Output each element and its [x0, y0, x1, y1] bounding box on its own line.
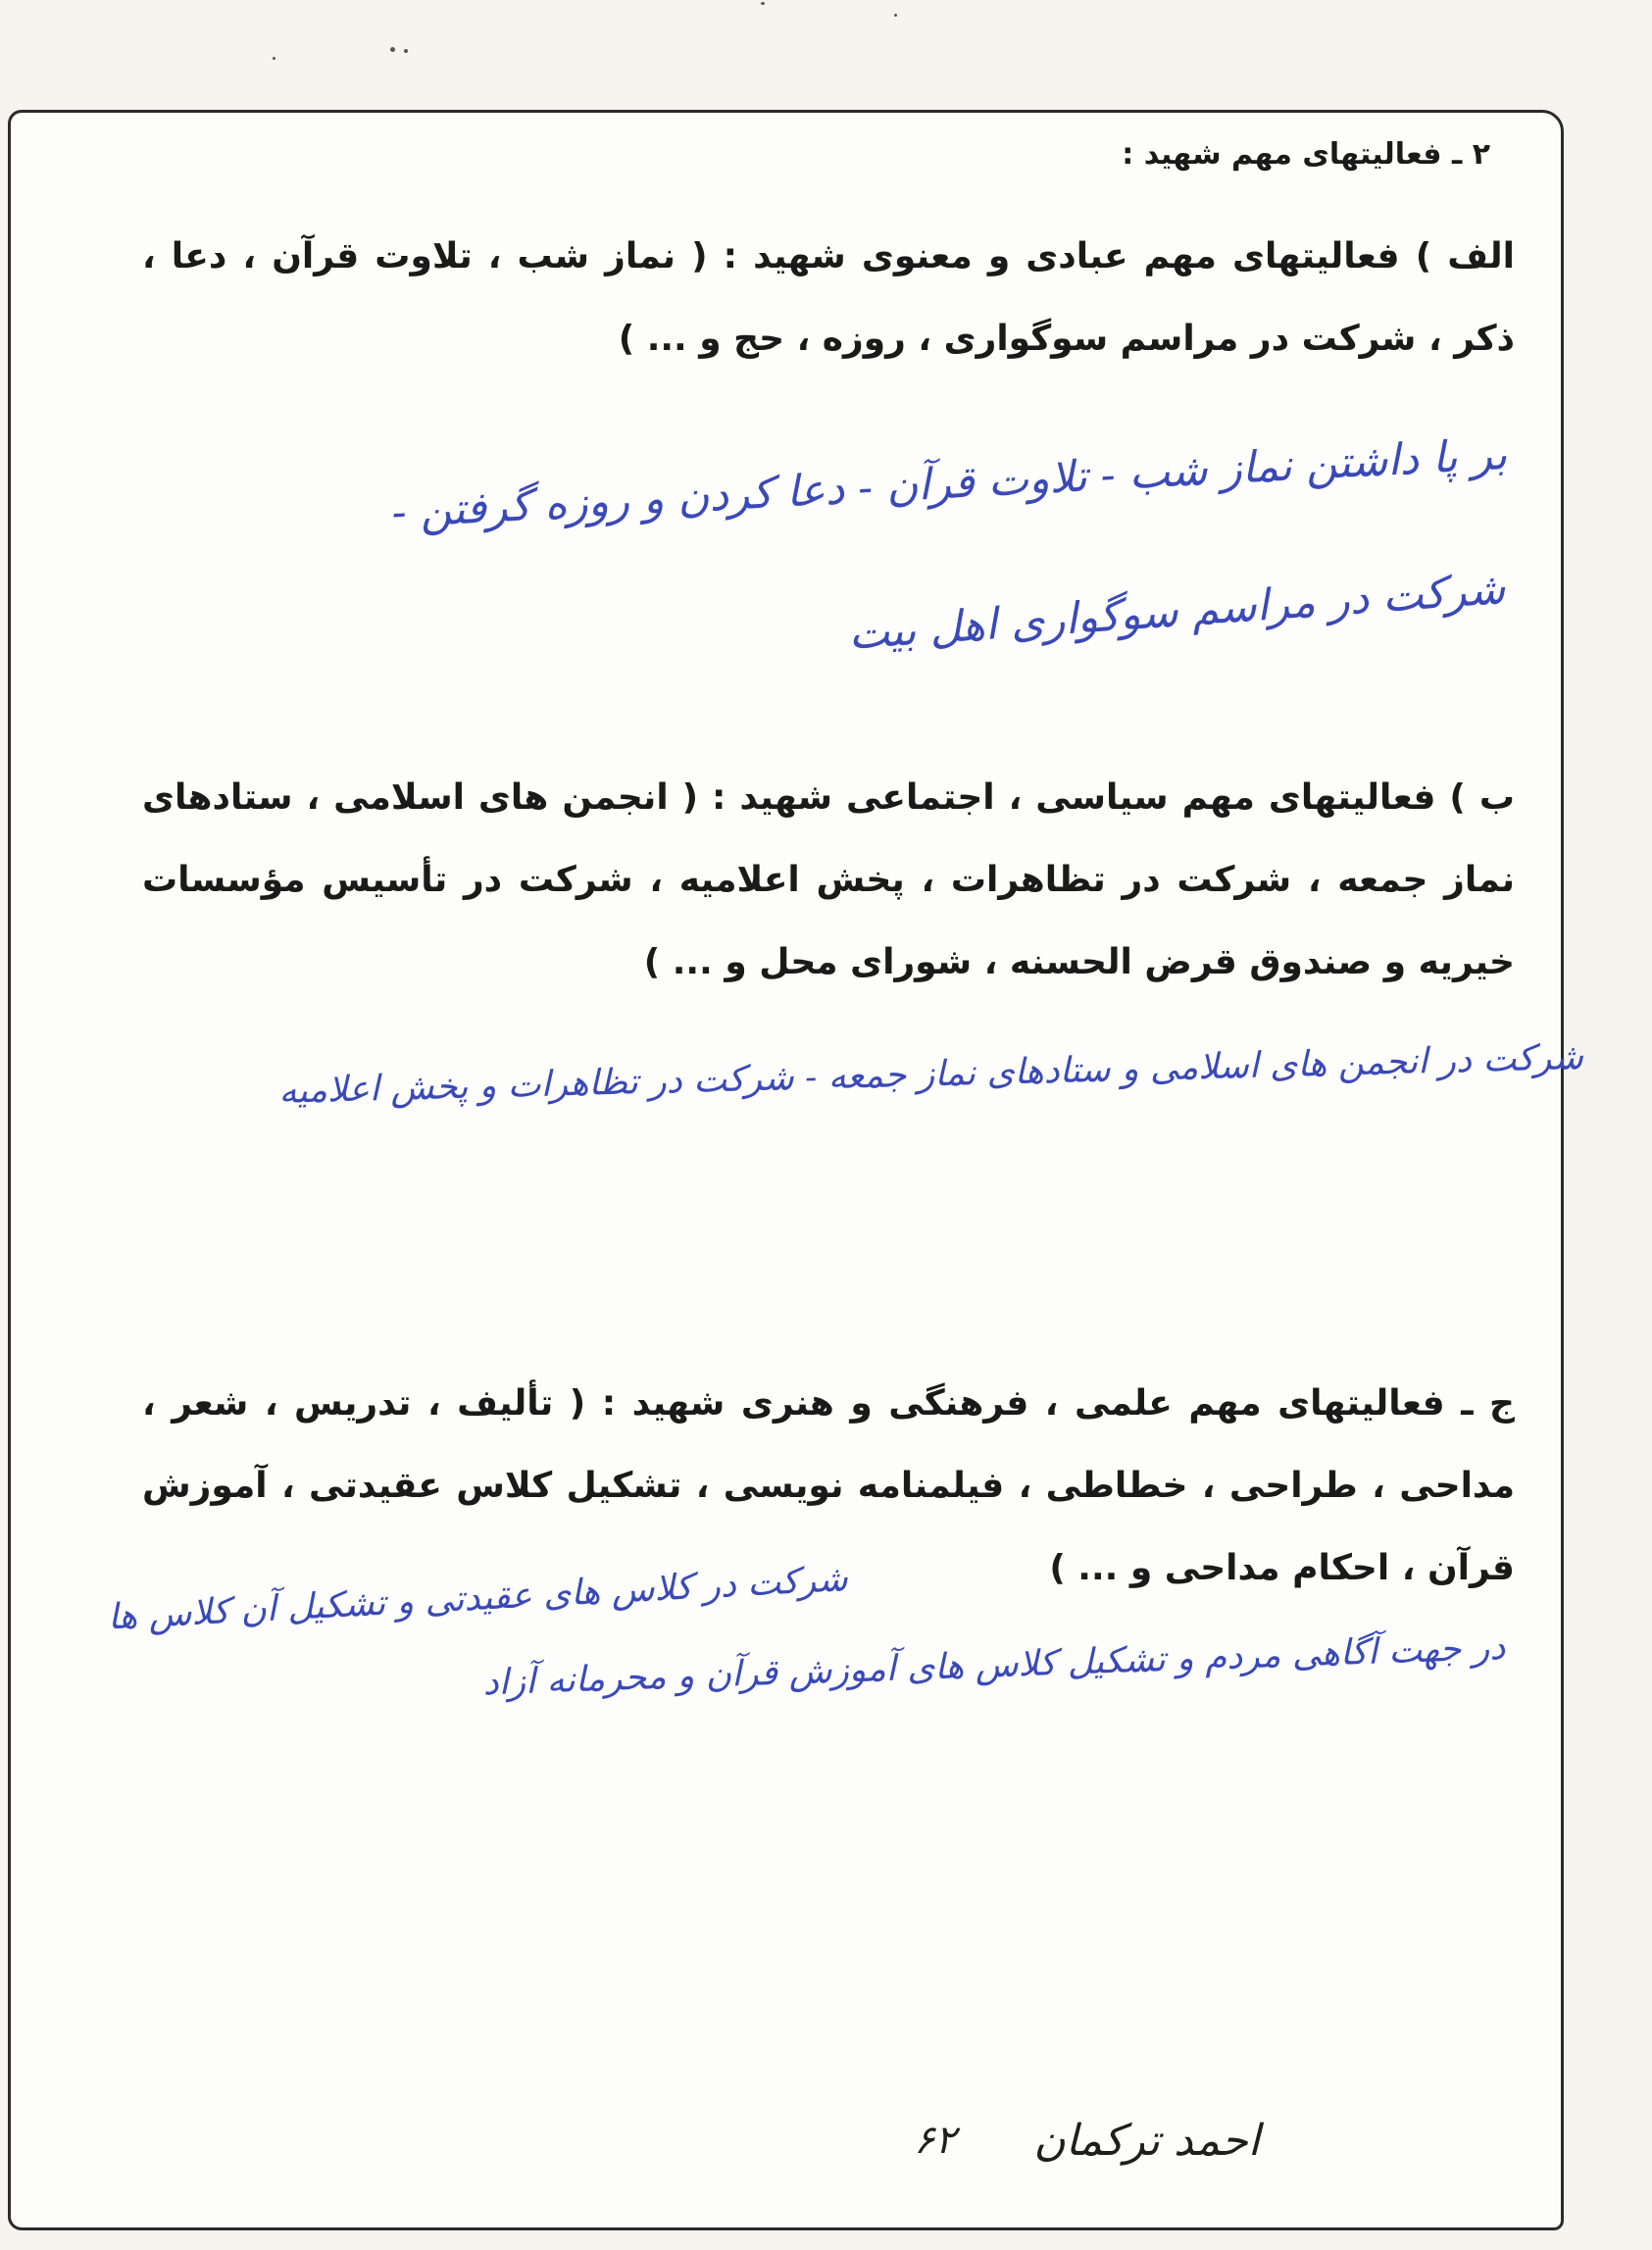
signature: احمد ترکمان	[1033, 2116, 1260, 2166]
section-b-handwritten-line-1: شرکت در انجمن های اسلامی و ستادهای نماز جمعه - شرکت در تظاهرات و پخش اعلامیه	[278, 1037, 1584, 1112]
page-number: ۶۲	[914, 2118, 956, 2163]
section-a-handwritten-line-2: شرکت در مراسم سوگواری اهل بیت	[846, 564, 1507, 660]
section-c-handwritten-line-2: در جهت آگاهی مردم و تشکیل کلاس های آموزش قرآن و محرمانه آزاد	[481, 1627, 1506, 1704]
section-b-printed: ب ) فعالیتهای مهم سیاسی ، اجتماعی شهید : ( انجمن های اسلامی ، ستادهای نماز جمعه ، شرکت در تظاهرات ، پخش اعلامیه ، شرکت در تأسیس مؤسسات خیریه و صندوق قرض الحسنه ، شورای محل و ... )	[142, 777, 1515, 982]
section-c-printed: ج ـ فعالیتهای مهم علمی ، فرهنگی و هنری شهید : ( تألیف ، تدریس ، شعر ، مداحی ، طراحی ، خطاطی ، فیلمنامه نویسی ، تشکیل کلاس عقیدتی ، آموزش قرآن ، احکام مداحی و ... )	[142, 1383, 1515, 1588]
section-heading: ۲ ـ فعالیتهای مهم شهید :	[1122, 137, 1490, 172]
section-c-handwritten-line-1: شرکت در کلاس های عقیدتی و تشکیل آن کلاس ها	[107, 1559, 850, 1638]
section-a-handwritten-line-1: بر پا داشتن نماز شب - تلاوت قرآن - دعا کردن و روزه گرفتن -	[390, 429, 1509, 538]
form-frame	[8, 110, 1564, 2230]
section-a-printed: الف ) فعالیتهای مهم عبادی و معنوی شهید : ( نماز شب ، تلاوت قرآن ، دعا ، ذکر ، شرکت در مراسم سوگواری ، روزه ، حج و ... )	[142, 236, 1515, 359]
